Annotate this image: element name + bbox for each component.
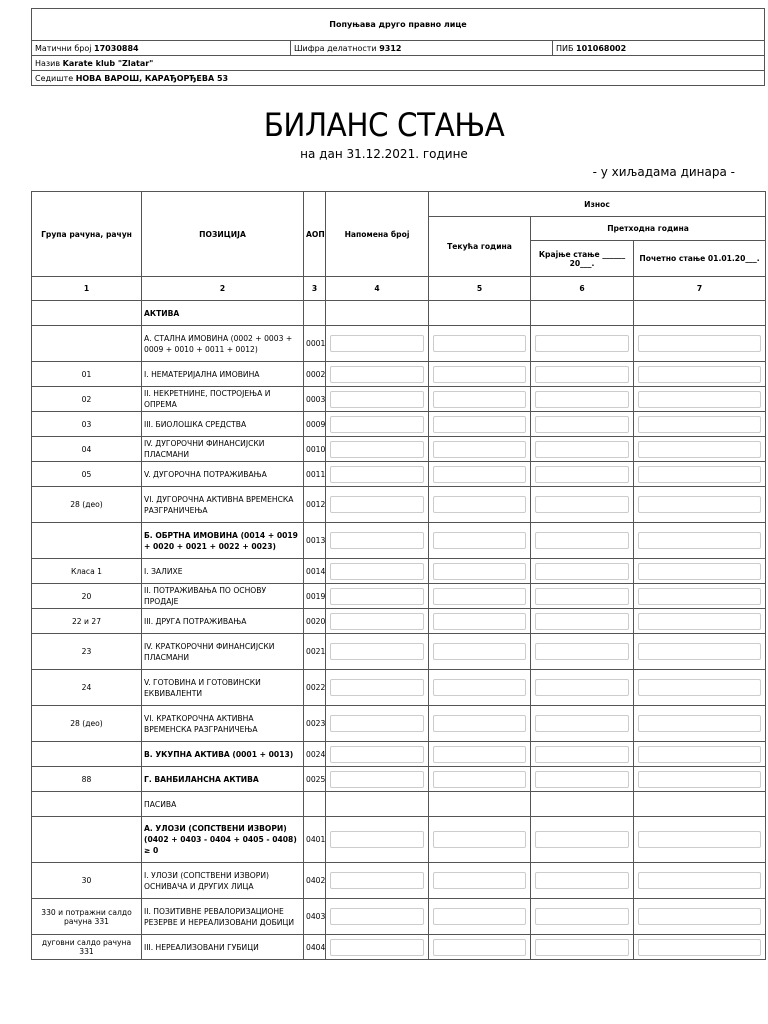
row-prev-start-cell [634, 487, 766, 523]
row-position: АКТИВА [142, 301, 304, 326]
row-note-cell [326, 584, 429, 609]
row-prev-end-cell [531, 487, 634, 523]
prev-start-input[interactable] [638, 532, 761, 549]
row-note-cell [326, 437, 429, 462]
table-row [32, 412, 766, 437]
table-row [32, 817, 766, 863]
row-current-year-cell [429, 387, 531, 412]
row-aop: 0019 [304, 584, 326, 609]
row-prev-end-cell [531, 362, 634, 387]
prev-end-input[interactable] [535, 746, 629, 763]
prev-start-input[interactable] [638, 643, 761, 660]
prev-end-input[interactable] [535, 466, 629, 483]
row-prev-end-cell [531, 387, 634, 412]
note-input[interactable] [330, 939, 424, 956]
row-prev-end-cell [531, 670, 634, 706]
row-position: VI. ДУГОРОЧНА АКТИВНА ВРЕМЕНСКА РАЗГРАНИЧЕЊА [142, 487, 304, 523]
note-input[interactable] [330, 872, 424, 889]
note-input[interactable] [330, 613, 424, 630]
row-current-year-cell [429, 437, 531, 462]
row-position: V. ДУГОРОЧНА ПОТРАЖИВАЊА [142, 462, 304, 487]
row-prev-start-cell [634, 863, 766, 899]
document-subtitle: на дан 31.12.2021. године [300, 147, 468, 161]
row-prev-start-cell [634, 523, 766, 559]
seat-label: Седиште [35, 73, 74, 83]
row-account-group [32, 326, 142, 362]
row-aop: 0011 [304, 462, 326, 487]
prev-end-input[interactable] [535, 831, 629, 848]
activity-code-cell [291, 41, 553, 56]
row-aop: 0003 [304, 387, 326, 412]
prev-start-input[interactable] [638, 441, 761, 458]
current-year-input[interactable] [433, 872, 526, 889]
document-title: БИЛАНС СТАЊА [263, 106, 505, 144]
registration-number-label: Матични број [35, 43, 92, 53]
row-account-group: 28 (део) [32, 487, 142, 523]
row-position: IV. ДУГОРОЧНИ ФИНАНСИЈСКИ ПЛАСМАНИ [142, 437, 304, 462]
table-row [32, 899, 766, 935]
note-input[interactable] [330, 335, 424, 352]
row-position: V. ГОТОВИНА И ГОТОВИНСКИ ЕКВИВАЛЕНТИ [142, 670, 304, 706]
row-note-cell [326, 935, 429, 960]
current-year-input[interactable] [433, 643, 526, 660]
col-current-year-header: Текућа година [429, 217, 531, 277]
row-current-year-cell [429, 412, 531, 437]
row-position: II. ПОЗИТИВНЕ РЕВАЛОРИЗАЦИОНЕ РЕЗЕРВЕ И НЕРЕАЛИЗОВАНИ ДОБИЦИ [142, 899, 304, 935]
row-note-cell [326, 767, 429, 792]
prev-end-input[interactable] [535, 872, 629, 889]
row-note-cell [326, 487, 429, 523]
row-aop: 0023 [304, 706, 326, 742]
row-aop: 0401 [304, 817, 326, 863]
row-prev-start-cell [634, 817, 766, 863]
table-row [32, 706, 766, 742]
row-position: Б. ОБРТНА ИМОВИНА (0014 + 0019 + 0020 + 0021 + 0022 + 0023) [142, 523, 304, 559]
balance-table [31, 191, 766, 960]
table-row [32, 767, 766, 792]
row-current-year-cell [429, 487, 531, 523]
activity-code-label: Шифра делатности [294, 43, 377, 53]
row-aop: 0402 [304, 863, 326, 899]
row-account-group: 05 [32, 462, 142, 487]
row-position: I. ЗАЛИХЕ [142, 559, 304, 584]
header-table [31, 8, 765, 86]
row-current-year-cell [429, 584, 531, 609]
prev-start-input[interactable] [638, 715, 761, 732]
note-input[interactable] [330, 496, 424, 513]
row-prev-start-cell [634, 706, 766, 742]
row-account-group: 23 [32, 634, 142, 670]
note-input[interactable] [330, 908, 424, 925]
row-current-year-cell [429, 609, 531, 634]
row-current-year-cell [429, 935, 531, 960]
current-year-input[interactable] [433, 532, 526, 549]
row-account-group: 30 [32, 863, 142, 899]
row-aop: 0022 [304, 670, 326, 706]
row-account-group [32, 817, 142, 863]
table-row [32, 559, 766, 584]
row-account-group [32, 301, 142, 326]
row-aop: 0010 [304, 437, 326, 462]
row-note-cell [326, 706, 429, 742]
row-position: II. НЕКРЕТНИНЕ, ПОСТРОЈЕЊА И ОПРЕМА [142, 387, 304, 412]
row-prev-end-cell [531, 863, 634, 899]
row-prev-end-cell [531, 301, 634, 326]
current-year-input[interactable] [433, 613, 526, 630]
row-account-group: 03 [32, 412, 142, 437]
row-prev-start-cell [634, 559, 766, 584]
row-current-year-cell [429, 767, 531, 792]
current-year-input[interactable] [433, 588, 526, 605]
row-position: ПАСИВА [142, 792, 304, 817]
row-note-cell [326, 792, 429, 817]
prev-end-input[interactable] [535, 441, 629, 458]
row-prev-start-cell [634, 387, 766, 412]
prev-end-input[interactable] [535, 563, 629, 580]
prev-end-input[interactable] [535, 335, 629, 352]
table-row [32, 742, 766, 767]
current-year-input[interactable] [433, 939, 526, 956]
table-row [32, 935, 766, 960]
row-note-cell [326, 387, 429, 412]
tax-id-label: ПИБ [556, 43, 574, 53]
row-aop: 0009 [304, 412, 326, 437]
row-prev-end-cell [531, 935, 634, 960]
note-input[interactable] [330, 532, 424, 549]
row-prev-start-cell [634, 609, 766, 634]
current-year-input[interactable] [433, 441, 526, 458]
note-input[interactable] [330, 391, 424, 408]
row-current-year-cell [429, 863, 531, 899]
row-current-year-cell [429, 792, 531, 817]
prev-start-input[interactable] [638, 416, 761, 433]
col-amount-header: Износ [429, 192, 766, 217]
table-row [32, 387, 766, 412]
row-aop: 0001 [304, 326, 326, 362]
row-prev-end-cell [531, 412, 634, 437]
prev-end-input[interactable] [535, 496, 629, 513]
table-row [32, 301, 766, 326]
row-prev-start-cell [634, 437, 766, 462]
row-note-cell [326, 863, 429, 899]
row-aop: 0002 [304, 362, 326, 387]
table-row [32, 487, 766, 523]
prev-start-input[interactable] [638, 496, 761, 513]
row-prev-end-cell [531, 792, 634, 817]
row-note-cell [326, 670, 429, 706]
table-row [32, 326, 766, 362]
row-note-cell [326, 634, 429, 670]
prev-start-input[interactable] [638, 908, 761, 925]
row-prev-start-cell [634, 362, 766, 387]
row-prev-end-cell [531, 899, 634, 935]
prev-end-input[interactable] [535, 391, 629, 408]
prev-end-input[interactable] [535, 588, 629, 605]
row-current-year-cell [429, 559, 531, 584]
registration-number-cell [32, 41, 291, 56]
row-account-group [32, 523, 142, 559]
row-note-cell [326, 462, 429, 487]
name-cell [32, 56, 765, 71]
row-prev-end-cell [531, 523, 634, 559]
row-aop [304, 301, 326, 326]
row-aop: 0025 [304, 767, 326, 792]
prev-end-input[interactable] [535, 679, 629, 696]
column-number: 7 [634, 277, 766, 301]
row-current-year-cell [429, 634, 531, 670]
col-prev-year-header: Претходна година [531, 217, 766, 241]
name-label: Назив [35, 58, 61, 68]
column-number: 3 [304, 277, 326, 301]
row-current-year-cell [429, 326, 531, 362]
activity-code-value: 9312 [379, 43, 402, 53]
row-account-group: 22 и 27 [32, 609, 142, 634]
row-prev-start-cell [634, 584, 766, 609]
col-note-header: Напомена број [326, 192, 429, 277]
seat-value: НОВА ВАРОШ, КАРАЂОРЂЕВА 53 [75, 73, 229, 83]
table-row [32, 792, 766, 817]
row-note-cell [326, 559, 429, 584]
table-row [32, 437, 766, 462]
row-aop: 0014 [304, 559, 326, 584]
row-current-year-cell [429, 670, 531, 706]
row-prev-end-cell [531, 634, 634, 670]
note-input[interactable] [330, 563, 424, 580]
table-row [32, 523, 766, 559]
row-account-group: 02 [32, 387, 142, 412]
row-account-group: дуговни салдо рачуна 331 [32, 935, 142, 960]
note-input[interactable] [330, 771, 424, 788]
seat-cell [32, 71, 765, 86]
row-note-cell [326, 301, 429, 326]
row-note-cell [326, 326, 429, 362]
current-year-input[interactable] [433, 466, 526, 483]
row-prev-end-cell [531, 706, 634, 742]
col-prev-start-header: Почетно стање 01.01.20___. [634, 241, 766, 277]
units-note: - у хиљадама динара - [592, 165, 735, 179]
row-current-year-cell [429, 462, 531, 487]
row-position: II. ПОТРАЖИВАЊА ПО ОСНОВУ ПРОДАЈЕ [142, 584, 304, 609]
row-account-group: 330 и потражни салдо рачуна 331 [32, 899, 142, 935]
row-prev-start-cell [634, 742, 766, 767]
row-prev-end-cell [531, 462, 634, 487]
current-year-input[interactable] [433, 366, 526, 383]
row-prev-end-cell [531, 817, 634, 863]
row-note-cell [326, 817, 429, 863]
row-prev-start-cell [634, 462, 766, 487]
row-position: III. БИОЛОШКА СРЕДСТВА [142, 412, 304, 437]
row-aop: 0012 [304, 487, 326, 523]
current-year-input[interactable] [433, 715, 526, 732]
column-number: 1 [32, 277, 142, 301]
note-input[interactable] [330, 715, 424, 732]
row-prev-start-cell [634, 634, 766, 670]
prev-start-input[interactable] [638, 939, 761, 956]
prev-end-input[interactable] [535, 908, 629, 925]
row-note-cell [326, 523, 429, 559]
row-position: I. НЕМАТЕРИЈАЛНА ИМОВИНА [142, 362, 304, 387]
row-account-group: Класа 1 [32, 559, 142, 584]
table-row [32, 609, 766, 634]
column-number: 4 [326, 277, 429, 301]
row-note-cell [326, 899, 429, 935]
row-aop: 0021 [304, 634, 326, 670]
row-aop: 0024 [304, 742, 326, 767]
row-current-year-cell [429, 899, 531, 935]
prev-end-input[interactable] [535, 939, 629, 956]
row-position: IV. КРАТКОРОЧНИ ФИНАНСИЈСКИ ПЛАСМАНИ [142, 634, 304, 670]
row-aop: 0013 [304, 523, 326, 559]
row-position: В. УКУПНА АКТИВА (0001 + 0013) [142, 742, 304, 767]
column-number: 6 [531, 277, 634, 301]
row-current-year-cell [429, 706, 531, 742]
row-prev-start-cell [634, 935, 766, 960]
row-prev-end-cell [531, 742, 634, 767]
row-current-year-cell [429, 362, 531, 387]
prev-end-input[interactable] [535, 715, 629, 732]
row-current-year-cell [429, 523, 531, 559]
current-year-input[interactable] [433, 746, 526, 763]
row-prev-end-cell [531, 326, 634, 362]
current-year-input[interactable] [433, 831, 526, 848]
table-row [32, 670, 766, 706]
col-position-header: ПОЗИЦИЈА [142, 192, 304, 277]
row-prev-start-cell [634, 899, 766, 935]
row-aop [304, 792, 326, 817]
row-current-year-cell [429, 817, 531, 863]
prev-start-input[interactable] [638, 563, 761, 580]
prev-start-input[interactable] [638, 746, 761, 763]
tax-id-cell [553, 41, 765, 56]
column-number-row [32, 277, 766, 301]
current-year-input[interactable] [433, 563, 526, 580]
note-input[interactable] [330, 679, 424, 696]
prev-end-input[interactable] [535, 416, 629, 433]
row-prev-start-cell [634, 412, 766, 437]
tax-id-value: 101068002 [576, 43, 627, 53]
row-aop: 0403 [304, 899, 326, 935]
prev-end-input[interactable] [535, 643, 629, 660]
note-input[interactable] [330, 588, 424, 605]
prev-start-input[interactable] [638, 588, 761, 605]
row-prev-start-cell [634, 301, 766, 326]
prev-start-input[interactable] [638, 872, 761, 889]
row-account-group [32, 792, 142, 817]
row-position: Г. ВАНБИЛАНСНА АКТИВА [142, 767, 304, 792]
note-input[interactable] [330, 416, 424, 433]
row-position: I. УЛОЗИ (СОПСТВЕНИ ИЗВОРИ) ОСНИВАЧА И ДРУГИХ ЛИЦА [142, 863, 304, 899]
prev-end-input[interactable] [535, 771, 629, 788]
prev-start-input[interactable] [638, 771, 761, 788]
col-prev-end-header: Крајње стање ______ 20___. [531, 241, 634, 277]
row-account-group: 28 (део) [32, 706, 142, 742]
row-position: VI. КРАТКОРОЧНА АКТИВНА ВРЕМЕНСКА РАЗГРАНИЧЕЊА [142, 706, 304, 742]
row-account-group: 04 [32, 437, 142, 462]
current-year-input[interactable] [433, 908, 526, 925]
row-note-cell [326, 412, 429, 437]
row-aop: 0404 [304, 935, 326, 960]
table-row [32, 362, 766, 387]
row-prev-end-cell [531, 767, 634, 792]
note-input[interactable] [330, 746, 424, 763]
filled-by-label: Попуњава друго правно лице [32, 9, 765, 41]
row-position: III. ДРУГА ПОТРАЖИВАЊА [142, 609, 304, 634]
prev-start-input[interactable] [638, 679, 761, 696]
row-aop: 0020 [304, 609, 326, 634]
prev-start-input[interactable] [638, 613, 761, 630]
row-prev-end-cell [531, 559, 634, 584]
current-year-input[interactable] [433, 391, 526, 408]
row-prev-end-cell [531, 437, 634, 462]
row-prev-start-cell [634, 767, 766, 792]
row-current-year-cell [429, 742, 531, 767]
row-account-group: 20 [32, 584, 142, 609]
note-input[interactable] [330, 441, 424, 458]
table-row [32, 584, 766, 609]
note-input[interactable] [330, 466, 424, 483]
row-prev-start-cell [634, 792, 766, 817]
prev-end-input[interactable] [535, 613, 629, 630]
col-group-header: Група рачуна, рачун [32, 192, 142, 277]
col-aop-header: АОП [304, 192, 326, 277]
column-number: 5 [429, 277, 531, 301]
row-account-group: 24 [32, 670, 142, 706]
row-prev-start-cell [634, 326, 766, 362]
current-year-input[interactable] [433, 335, 526, 352]
note-input[interactable] [330, 366, 424, 383]
note-input[interactable] [330, 831, 424, 848]
prev-start-input[interactable] [638, 391, 761, 408]
row-account-group: 88 [32, 767, 142, 792]
row-prev-start-cell [634, 670, 766, 706]
row-account-group: 01 [32, 362, 142, 387]
row-account-group [32, 742, 142, 767]
table-row [32, 462, 766, 487]
name-value: Karate klub "Zlatar" [62, 58, 154, 68]
row-note-cell [326, 742, 429, 767]
row-position: А. СТАЛНА ИМОВИНА (0002 + 0003 + 0009 + 0010 + 0011 + 0012) [142, 326, 304, 362]
prev-end-input[interactable] [535, 532, 629, 549]
row-position: III. НЕРЕАЛИЗОВАНИ ГУБИЦИ [142, 935, 304, 960]
current-year-input[interactable] [433, 679, 526, 696]
row-prev-end-cell [531, 584, 634, 609]
table-row [32, 634, 766, 670]
prev-start-input[interactable] [638, 466, 761, 483]
prev-start-input[interactable] [638, 831, 761, 848]
row-position: А. УЛОЗИ (СОПСТВЕНИ ИЗВОРИ) (0402 + 0403 - 0404 + 0405 - 0408) ≥ 0 [142, 817, 304, 863]
registration-number-value: 17030884 [94, 43, 139, 53]
row-prev-end-cell [531, 609, 634, 634]
row-current-year-cell [429, 301, 531, 326]
row-note-cell [326, 362, 429, 387]
table-row [32, 863, 766, 899]
current-year-input[interactable] [433, 771, 526, 788]
prev-start-input[interactable] [638, 366, 761, 383]
prev-end-input[interactable] [535, 366, 629, 383]
row-note-cell [326, 609, 429, 634]
current-year-input[interactable] [433, 496, 526, 513]
column-number: 2 [142, 277, 304, 301]
current-year-input[interactable] [433, 416, 526, 433]
note-input[interactable] [330, 643, 424, 660]
prev-start-input[interactable] [638, 335, 761, 352]
